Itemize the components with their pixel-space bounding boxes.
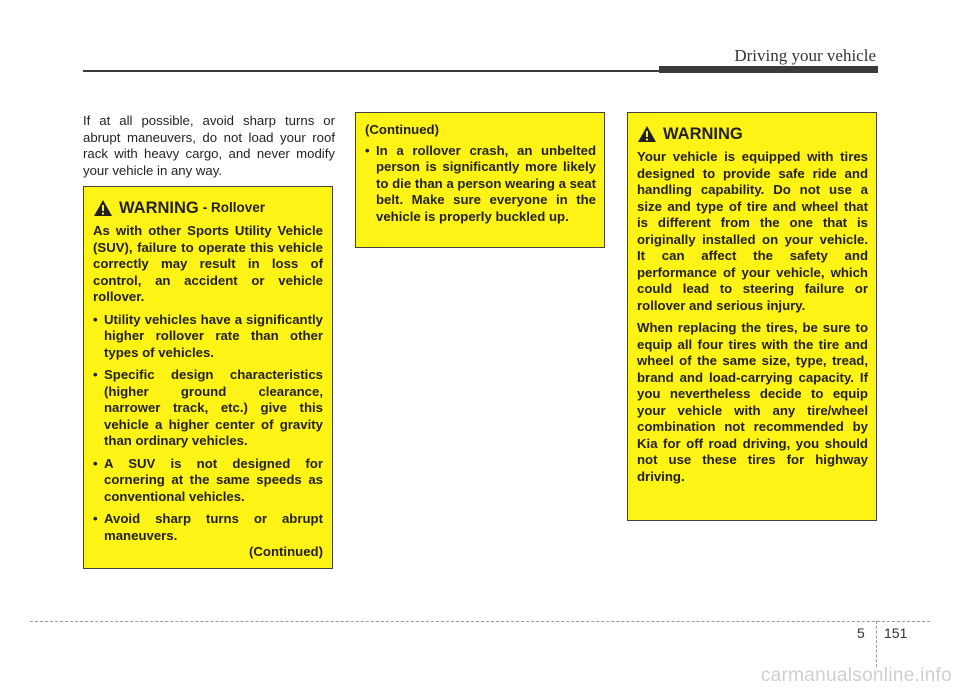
list-item: • A SUV is not designed for cornering at the same speeds as conventional vehicles. bbox=[93, 456, 323, 506]
tire-warning-box bbox=[627, 112, 877, 521]
footer-rule bbox=[30, 621, 930, 622]
continued-heading: (Continued) bbox=[365, 122, 439, 137]
tire-warning-header bbox=[637, 125, 868, 143]
continued-bullet-list bbox=[365, 143, 596, 226]
rollover-warning-box bbox=[83, 186, 333, 569]
footer-divider bbox=[876, 621, 877, 667]
page-header-title: Driving your vehicle bbox=[734, 46, 876, 65]
watermark: carmanualsonline.info bbox=[760, 665, 952, 686]
rollover-warning-header bbox=[93, 199, 323, 217]
header-rule bbox=[83, 70, 659, 72]
continued-warning-box bbox=[355, 112, 605, 248]
list-item: • In a rollover crash, an unbelted person is significantly more likely to die than a person wearing a seat belt. Make sure everyone in the vehicle is properly buckled up. bbox=[365, 143, 596, 226]
page-number: 151 bbox=[884, 625, 908, 641]
warning-triangle-icon bbox=[637, 125, 657, 143]
list-item: • Avoid sharp turns or abrupt maneuvers. bbox=[93, 511, 323, 544]
continued-label: (Continued) bbox=[249, 544, 323, 559]
intro-paragraph: If at all possible, avoid sharp turns or abrupt maneuvers, do not load your roof rack with heavy cargo, and never modify your vehicle in any way. bbox=[83, 113, 335, 178]
list-item: • Specific design characteristics (higher ground clearance, narrower track, etc.) give this vehicle a higher center of gravity than ordinary vehicles. bbox=[93, 367, 323, 450]
warning-title: WARNING bbox=[663, 124, 743, 143]
warning-subtitle: - Rollover bbox=[202, 199, 266, 215]
header-bar bbox=[659, 66, 878, 73]
tire-warning-paragraph: Your vehicle is equipped with tires designed to provide safe ride and handling capability. Do not use a size and type of tire and wheel that is different from the one that is originally installed on your vehicle. It can affect the safety and performance of your vehicle, which could lead to steering failure or rollover and serious injury. bbox=[637, 149, 868, 313]
tire-warning-paragraph: When replacing the tires, be sure to equip all four tires with the tire and wheel of the same size, type, tread, brand and load-carrying capacity. If you nevertheless decide to equip your vehicle with any tire/wheel combination not recommended by Kia for off road driving, you should not use these tires for highway driving. bbox=[637, 320, 868, 484]
list-item: • Utility vehicles have a significantly higher rollover rate than other types of vehicles. bbox=[93, 312, 323, 362]
warning-triangle-icon bbox=[93, 199, 113, 217]
rollover-bullet-list bbox=[93, 312, 323, 545]
warning-title: WARNING bbox=[119, 198, 199, 217]
warning-intro: As with other Sports Utility Vehicle (SUV), failure to operate this vehicle correctly may result in loss of control, an accident or vehicle rollover. bbox=[93, 223, 323, 304]
chapter-number: 5 bbox=[857, 625, 865, 641]
